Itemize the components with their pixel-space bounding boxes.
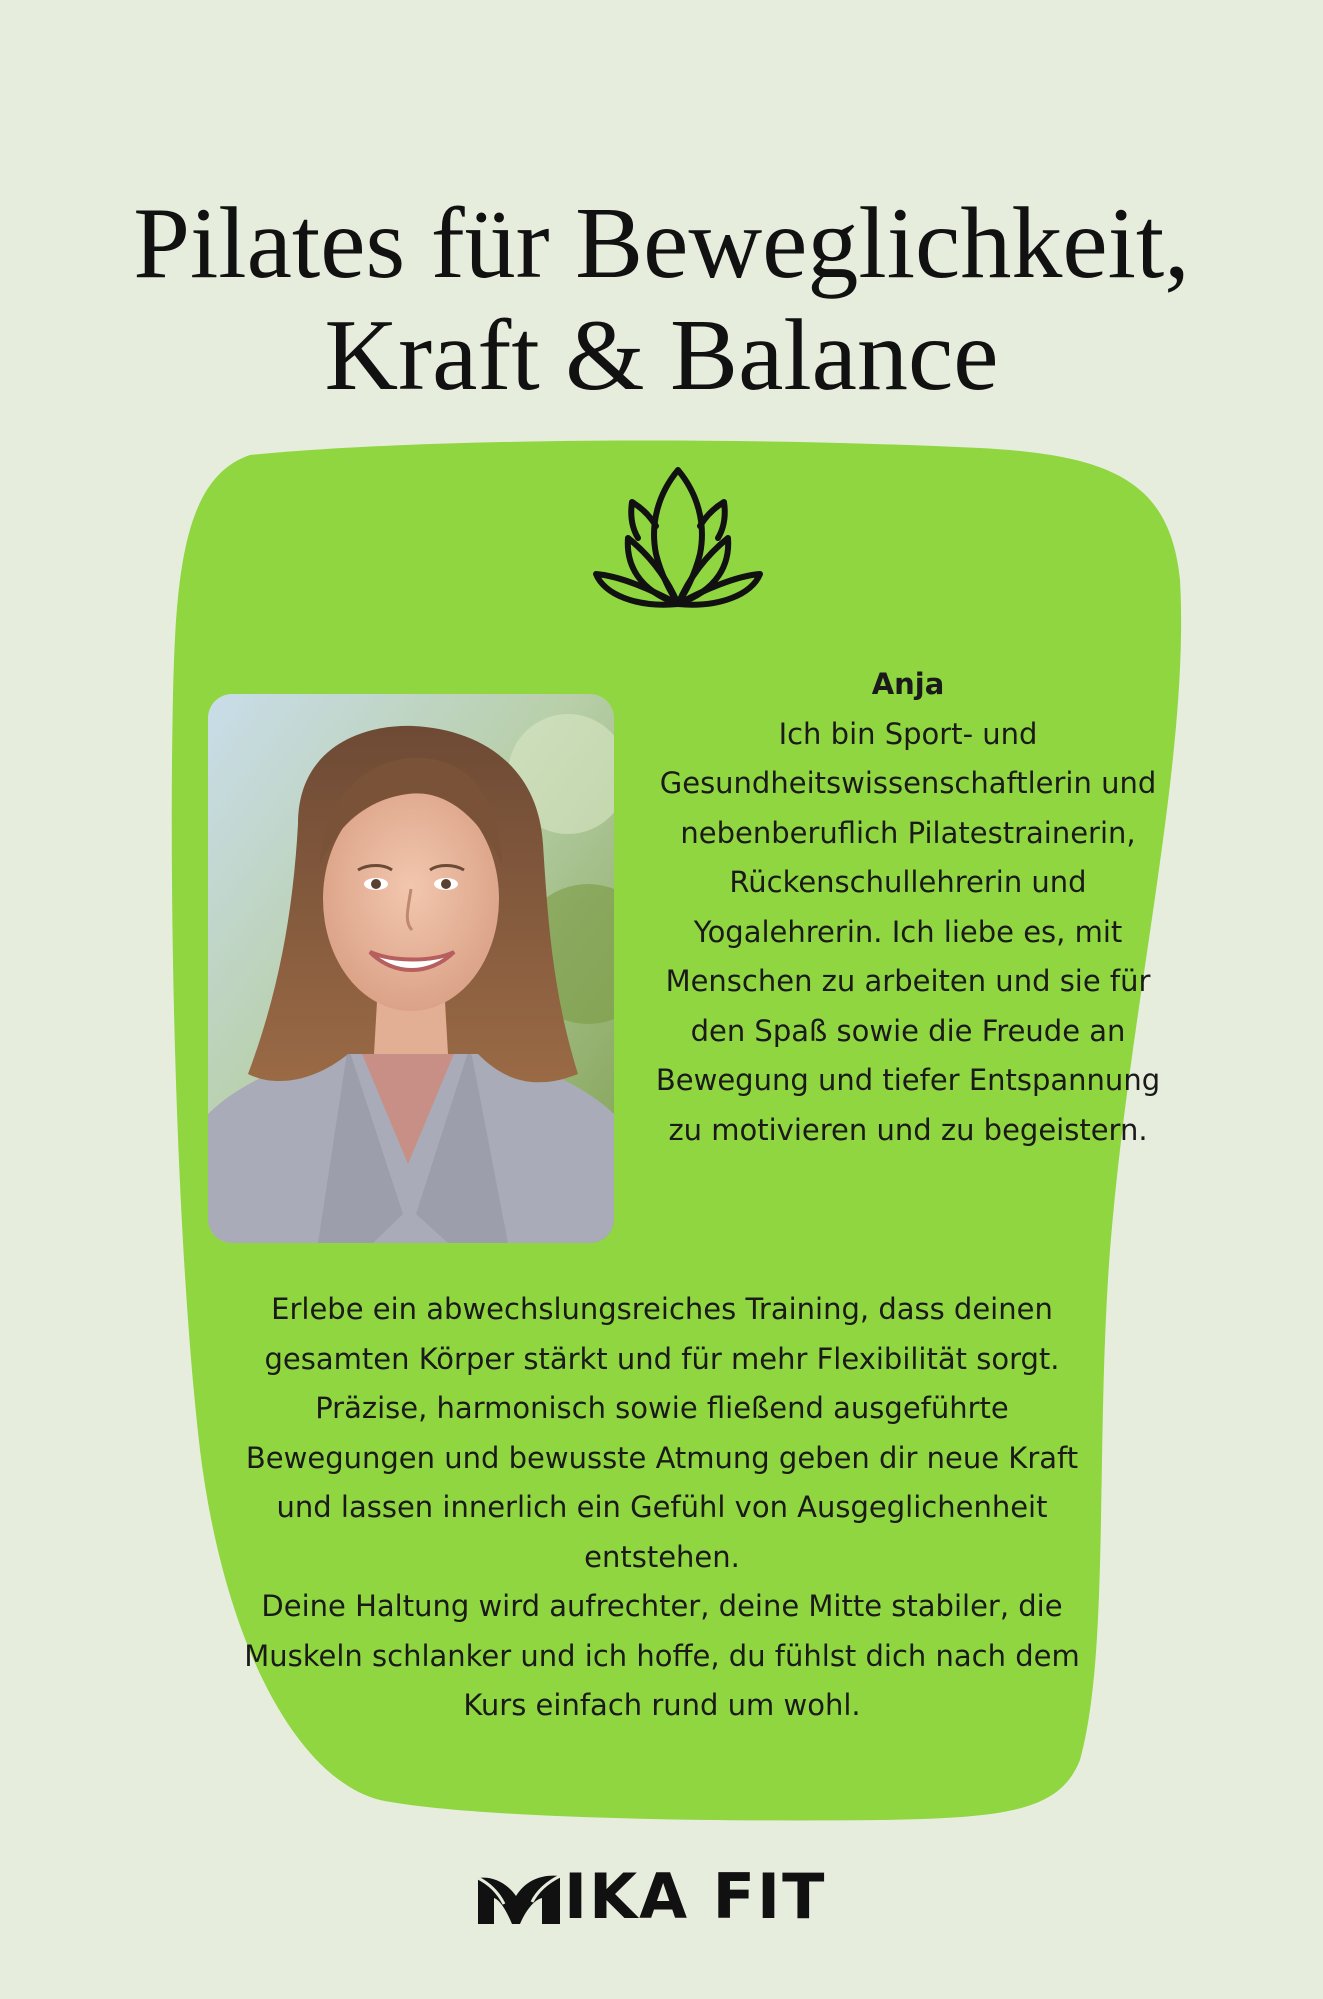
course-description [222,1285,1102,1731]
title-line-2: Kraft & Balance [324,299,999,412]
title-line-1: Pilates für Beweglichkeit, [133,187,1190,300]
trainer-name: Anja [871,667,945,701]
trainer-bio [650,660,1166,1155]
trainer-bio-text: Ich bin Sport- und Gesundheitswissenschaftlerin und nebenberuflich Pilatestrainerin, Rückenschullehrerin und Yogalehrerin. Ich liebe es, mit Menschen zu arbeiten und sie für den Spaß sowie die Freude an Bewegung und tiefer Entspannung zu motivieren und zu begeistern. [655,716,1161,1147]
brand-logo [476,1860,886,1933]
description-paragraph-2: Präzise, harmonisch sowie fließend ausgeführte Bewegungen und bewusste Atmung geben dir neue Kraft und lassen innerlich ein Gefühl von Ausgeglichenheit entstehen. [245,1391,1079,1574]
description-paragraph-3: Deine Haltung wird aufrechter, deine Mitte stabiler, die Muskeln schlanker und ich hoffe, du fühlst dich nach dem Kurs einfach rund um wohl. [244,1589,1080,1722]
logo-text: IKA FIT [564,1860,827,1933]
trainer-photo [208,694,614,1243]
lotus-icon [592,466,764,610]
logo-m-mark-icon [476,1870,562,1926]
page-title [0,188,1323,412]
description-paragraph-1: Erlebe ein abwechslungsreiches Training, dass deinen gesamten Körper stärkt und für mehr Flexibilität sorgt. [264,1292,1060,1376]
